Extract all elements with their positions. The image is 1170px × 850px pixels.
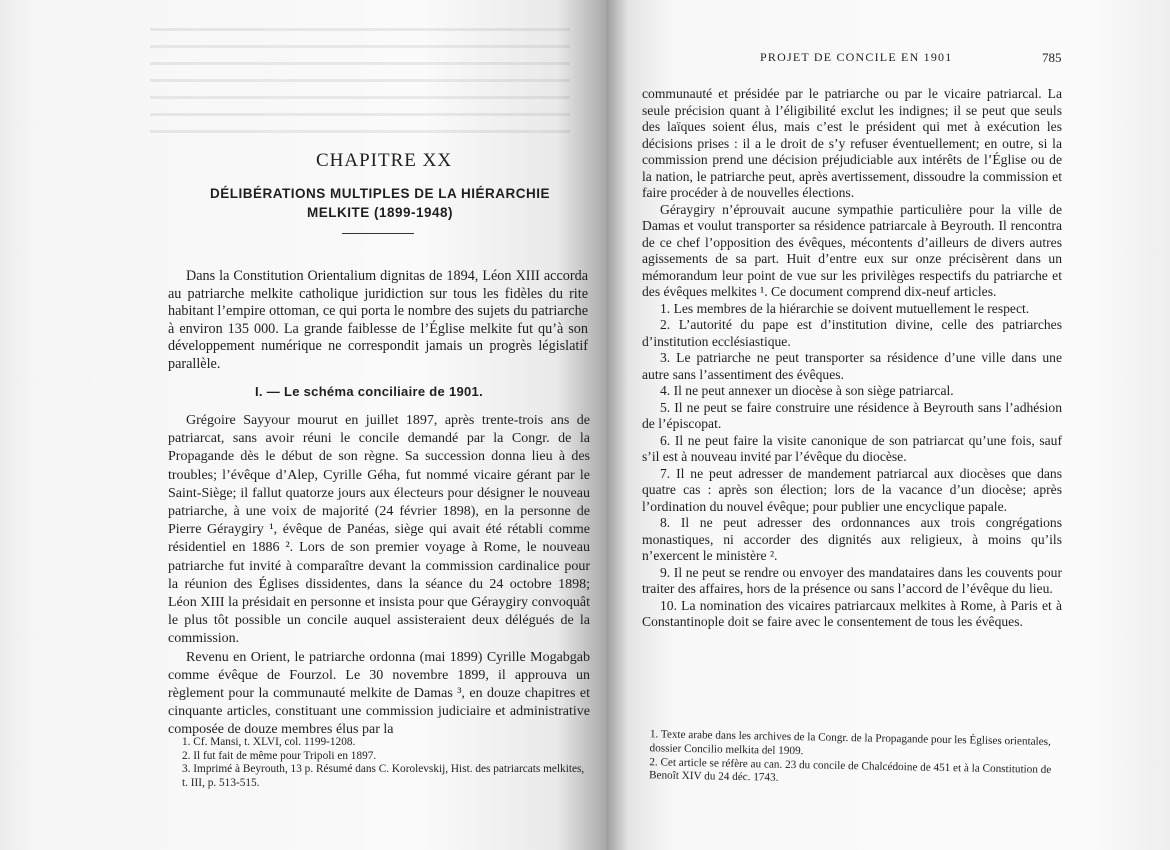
bleed-through-texture [150, 28, 570, 138]
footnote: 2. Il fut fait de même pour Tripoli en 1897. [182, 749, 377, 762]
running-head: PROJET DE CONCILE EN 1901 [760, 50, 953, 64]
article-item: 4. Il ne peut annexer un diocèse à son siège patriarcal. [660, 383, 954, 398]
continuation-paragraph: communauté et présidée par le patriarche ou par le vicaire patriarcal. La seule précision quant à l’éligibilité exclut les indignes; il se peut que seuls des laïques soient élus, mais c’est le président qui met à exécution les décisions prises : il a le droit de s’y refuser éventuellement; en outre, si la commission prend une décision préjudiciable aux intérêts de l’Église ou de la nation, le patriarche peut, après avertissement, dissoudre la commission et faire procéder à de nouvelles élections. [642, 86, 1062, 200]
article-item: 3. Le patriarche ne peut transporter sa résidence d’une ville dans une autre sans l’assentiment des évêques. [642, 350, 1062, 382]
footnote: 1. Texte arabe dans les archives de la Congr. de la Propagande pour les Églises orientales, dossier Concilio melkita del 1909. [649, 728, 1051, 758]
intro-block [168, 268, 588, 374]
article-item: 1. Les membres de la hiérarchie se doivent mutuellement le respect. [660, 300, 1030, 316]
body-paragraph: Revenu en Orient, le patriarche ordonna (mai 1899) Cyrille Mogabgab comme évêque de Fourzol. Le 30 novembre 1899, il approuva un règlement pour la communauté melkite de Damas ³, en douze chapitres et cinquante articles, constituant une commission judiciaire et administrative composée de douze membres élus par la [168, 649, 590, 738]
title-rule [342, 233, 414, 234]
left-footnotes [168, 736, 588, 790]
footnote: 1. Cf. Mansi, t. XLVI, col. 1199-1208. [182, 736, 356, 748]
page-number: 785 [1042, 50, 1062, 65]
footnote: 2. Cet article se réfère au can. 23 du concile de Chalcédoine de 451 et à la Constitution de Benoît XIV du 24 déc. 1743. [648, 755, 1052, 785]
article-item: 2. L’autorité du pape est d’institution divine, celle des patriarches d’institution ecclésiastique. [642, 317, 1062, 349]
chapter-number: CHAPITRE XX [316, 150, 453, 171]
chapter-title: DÉLIBÉRATIONS MULTIPLES DE LA HIÉRARCHIE MELKITE (1899-1948) [209, 186, 550, 220]
right-footnotes [635, 728, 1060, 791]
article-item: 8. Il ne peut adresser des ordonnances aux trois congrégations monastiques, ni accorder des dignités aux religieux, à moins qu’ils n’exercent le ministère ². [642, 515, 1062, 563]
section-heading: I. — Le schéma conciliaire de 1901. [255, 384, 483, 399]
article-item: 7. Il ne peut adresser de mandement patriarcal aux diocèses que dans quatre cas : après son élection; lors de la vacance d’un diocèse; après l’ordination du nouvel évêque; pour publier une encyclique papale. [642, 465, 1062, 514]
left-body [168, 412, 590, 740]
intro-paragraph: Dans la Constitution Orientalium dignitas de 1894, Léon XIII accorda au patriarche melkite catholique juridiction sur tous les fidèles du rite habitant l’empire ottoman, ce qui porta le nombre des sujets du patriarche à environ 135 000. La grande faiblesse de l’Église melkite fut qu’à son développement numérique ne correspondit jamais un progrès législatif parallèle. [168, 268, 588, 372]
article-item: 9. Il ne peut se rendre ou envoyer des mandataires dans les couvents pour traiter des affaires, hors de la présence ou sans l’accord de l’évêque du lieu. [642, 564, 1062, 596]
article-item: 5. Il ne peut se faire construire une résidence à Beyrouth sans l’adhésion de l’épiscopat. [642, 399, 1062, 431]
article-item: 6. Il ne peut faire la visite canonique de son patriarcat qu’une fois, sauf s’il est à nouveau invité par l’évêque du diocèse. [642, 432, 1062, 464]
body-paragraph: Géraygiry n’éprouvait aucune sympathie particulière pour la ville de Damas et voulut transporter sa résidence patriarcale à Beyrouth. Il rencontra de ce chef l’opposition des évêques, mécontents d’ailleurs de divers autres agissements de sa part. Huit d’entre eux sur onze précisèrent dans un mémorandum leur point de vue sur les privilèges respectifs du patriarche et des évêques melkites ¹. Ce document comprend dix-neuf articles. [642, 201, 1062, 299]
body-paragraph: Grégoire Sayyour mourut en juillet 1897, après trente-trois ans de patriarcat, sans avoir réuni le concile demandé par la Congr. de la Propagande dès le début de son règne. Sa succession donna lieu à des troubles; l’évêque d’Alep, Cyrille Géha, fut nommé vicaire gérant par le Saint-Siège; il fallut quatorze jours aux électeurs pour désigner le nouveau patriarche, à une voix de majorité (24 février 1898), en la personne de Pierre Géraygiry ¹, évêque de Panéas, siège qui avait été rétabli comme résidentiel en 1886 ². Lors de son premier voyage à Rome, le nouveau patriarche fut invité à comparaître devant la commission cardinalice pour la réunion des Églises dissidentes, dans la séance du 24 octobre 1898; Léon XIII la présidait en personne et insista pour que Géraygiry convoquât le plus tôt possible un concile auquel assisteraient deux délégués de la commission. [168, 413, 590, 647]
article-item: 10. La nomination des vicaires patriarcaux melkites à Rome, à Paris et à Constantinople doit se faire avec le consentement de tous les évêques. [642, 597, 1062, 629]
footnote: 3. Imprimé à Beyrouth, 13 p. Résumé dans C. Korolevskij, Hist. des patriarcats melkites, t. III, p. 513-515. [182, 763, 585, 789]
right-body [642, 86, 1062, 631]
